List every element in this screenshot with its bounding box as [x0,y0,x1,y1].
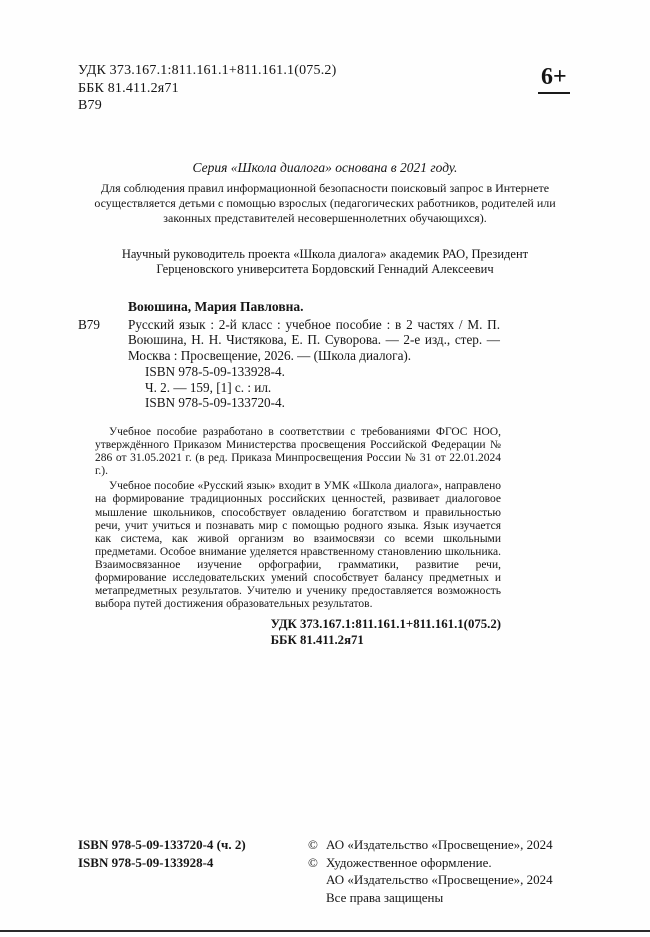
bibliographic-entry [78,317,500,410]
bbk-code-top: ББК 81.411.2я71 [78,80,179,96]
footer-isbn-block [78,836,246,872]
author-name: Воюшина, Мария Павловна. [128,299,304,314]
classification-codes-bottom-wrap [95,616,501,649]
fgos-compliance-paragraph: Учебное пособие разработано в соответствии с требованиями ФГОС НОО, утверждённого Приказом Министерства просвещения Российской Федерации № 286 от 31.05.2021 г. (в ред. Приказа Минпросвещения России № 31 от 22.01.2024 г.). [95,426,501,478]
copyright-publisher-text: АО «Издательство «Просвещение», 2024 [326,837,553,852]
copyright-symbol: © [308,854,318,870]
isbn-series-entry: ISBN 978-5-09-133928-4. [145,364,285,380]
scientific-supervisor-note: Научный руководитель проекта «Школа диалога» академик РАО, Президент Герценовского университета Бордовский Геннадий Алексеевич [121,247,529,276]
rights-reserved-text: Все права защищены [326,889,444,905]
copyright-symbol: © [308,837,318,852]
annotation-summary-paragraph: Учебное пособие «Русский язык» входит в УМК «Школа диалога», направлено на формирование традиционных российских ценностей, развивает диалоговое мышление школьников, способствует овладению богатством и правильностью речи, учит учиться и познавать мир с помощью родного языка. Язык изучается как система, как живой организм во взаимосвязи со всеми школьными предметами. Особое внимание уделяется нравственному становлению школьника. Взаимосвязанное изучение орфографии, грамматики, развитие речи, формирование исследовательских умений способствует балансу предметных и метапредметных результатов. Учителю и ученику предоставляется возможность выбора путей достижения образовательных результатов. [95,480,501,611]
copyright-design-holder-text: АО «Издательство «Просвещение», 2024 [326,872,553,887]
series-founded-note: Серия «Школа диалога» основана в 2021 году. [192,160,458,175]
copyright-design-text: Художественное оформление. [326,854,492,870]
footer-isbn-part: ISBN 978-5-09-133720-4 (ч. 2) [78,837,246,852]
copyright-line-design [308,854,553,872]
annotation-block [95,426,501,649]
age-rating-mark: 6+ [538,64,570,94]
part-pagination: Ч. 2. — 159, [1] с. : ил. [145,379,272,395]
edition-details [145,364,500,410]
author-sign-top: В79 [78,98,102,113]
footer-isbn-series: ISBN 978-5-09-133928-4 [78,855,214,870]
information-safety-note: Для соблюдения правил информационной безопасности поисковый запрос в Интернете осуществляется детьми с помощью взрослых (педагогических работников, родителей или законных представителей несовершеннолетних обучающихся). [94,181,556,225]
copyright-line-publisher [308,836,553,854]
author-sign-entry: В79 [78,317,100,332]
classification-codes-top [78,62,336,115]
bibliographic-description: Русский язык : 2-й класс : учебное пособие : в 2 частях / М. П. Воюшина, Н. Н. Чистякова, Е. П. Суворова. — 2-е изд., стер. — Москва : Просвещение, 2026. — (Школа диалога). [128,317,500,363]
page-edge-line [0,930,650,932]
udk-code-bottom: УДК 373.167.1:811.161.1+811.161.1(075.2) [270,617,501,632]
footer-copyright-block [308,836,553,906]
classification-codes-bottom [271,616,501,648]
bibliographic-description-row [78,317,500,363]
bbk-code-bottom: ББК 81.411.2я71 [270,633,364,648]
isbn-part-entry: ISBN 978-5-09-133720-4. [145,395,285,411]
udk-code-top: УДК 373.167.1:811.161.1+811.161.1(075.2) [78,63,337,78]
